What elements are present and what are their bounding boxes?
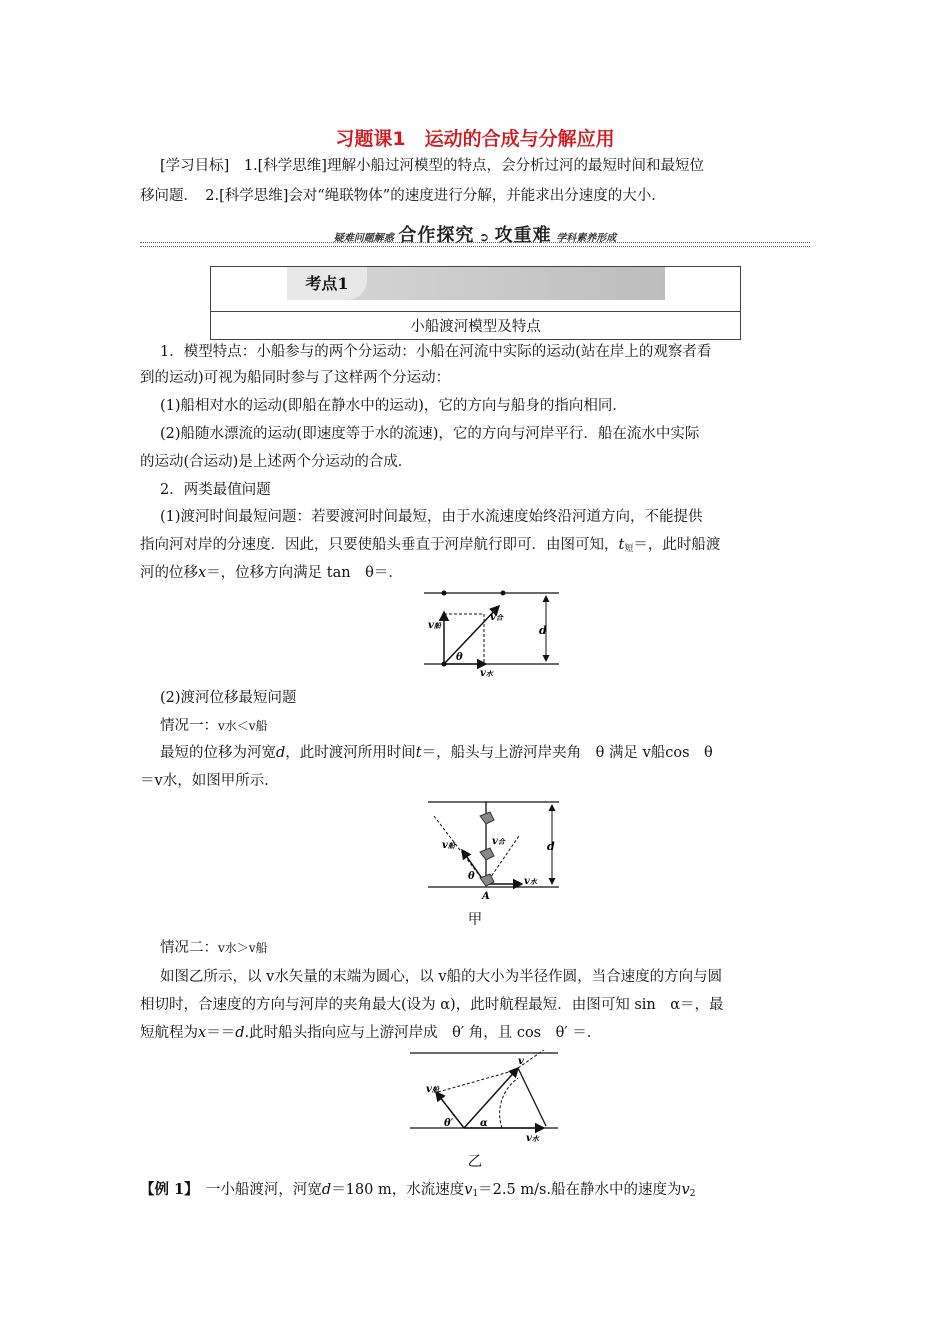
fig1-d-label: d xyxy=(539,624,547,637)
p2-line-4-text: 河的位移 xyxy=(140,565,198,581)
p3-line-2-end: ＝，船头与上游河岸夹角 θ 满足 v船cos θ xyxy=(421,745,713,761)
fig3-theta-label: θ′ xyxy=(444,1118,454,1129)
p1-line-5: 的运动(合运动)是上述两个分运动的合成． xyxy=(140,454,413,470)
p4-line-1: 如图乙所示，以 v水矢量的末端为圆心，以 v船的大小为半径作圆，当合速度的方向与圆 xyxy=(160,969,723,985)
p2-line-3-text: 指向河对岸的分速度．因此，只要使船头垂直于河岸航行即可．由图可知， xyxy=(140,537,619,553)
d-symbol: d xyxy=(276,745,286,761)
example-text-b: ＝180 m，水流速度 xyxy=(331,1182,465,1198)
banner-main-2: 攻重难 xyxy=(494,225,552,246)
box-divider xyxy=(211,311,740,312)
p2-line-1: 2．两类最值问题 xyxy=(160,482,271,498)
kaodian-badge xyxy=(287,267,665,300)
example-v1-sub: 1 xyxy=(472,1189,479,1199)
p4-line-3b: ＝＝ xyxy=(206,1025,236,1041)
p4-line-3c: .此时船头指向应与上游河岸成 θ′ 角，且 cos θ′ ＝． xyxy=(244,1025,602,1041)
figure-shortest-time xyxy=(414,584,564,682)
fig3-vsum-label: v xyxy=(518,1056,524,1067)
fig1-vsum-label: v合 xyxy=(490,612,503,623)
example-v2-sub: 2 xyxy=(689,1189,696,1199)
p3-line-3: ＝v水，如图甲所示． xyxy=(140,773,279,789)
example-label: 【例 1】 xyxy=(140,1181,192,1198)
fig1-vboat-label: v船 xyxy=(428,620,441,631)
figure-jia xyxy=(424,796,564,900)
p2-line-2: (1)渡河时间最短问题：若要渡河时间最短，由于水流速度始终沿河道方向，不能提供 xyxy=(160,509,703,525)
p3-line-2-mid: ，此时渡河所用时间 xyxy=(285,745,416,761)
example-v2: v xyxy=(681,1182,690,1198)
p2-line-4-end: ＝，位移方向满足 tan θ＝． xyxy=(206,565,403,581)
figure-yi xyxy=(406,1050,566,1146)
x-symbol-2: x xyxy=(198,1025,207,1041)
objectives-line-2: 移问题． 2.[科学思维]会对“绳联物体”的速度进行分解，并能求出分速度的大小． xyxy=(140,188,666,204)
case1-expr: v水＜v船 xyxy=(218,719,268,733)
t-symbol-2: t xyxy=(415,745,422,761)
case2-line xyxy=(160,938,268,958)
p1-line-3: (1)船相对水的运动(即船在静水中的运动)，它的方向与船身的指向相同． xyxy=(160,398,627,414)
kaodian-caption: 小船渡河模型及特点 xyxy=(410,319,541,335)
example-d: d xyxy=(321,1182,332,1198)
t-symbol: t xyxy=(618,537,625,553)
point-top-right xyxy=(501,591,506,596)
d-symbol-2: d xyxy=(235,1025,245,1041)
example-1-line xyxy=(140,1180,695,1204)
banner-right-text: 学科素养形成 xyxy=(556,233,617,244)
fig2-A-label: A xyxy=(482,891,490,900)
fig3-vwater-label: v水 xyxy=(526,1133,539,1144)
p3-line-2-text: 最短的位移为河宽 xyxy=(160,745,276,761)
point-top-left xyxy=(442,591,447,596)
p1-line-2: 到的运动)可视为船同时参与了这样两个分运动： xyxy=(140,370,451,386)
p3-line-1: (2)渡河位移最短问题 xyxy=(160,690,297,706)
p4-line-3 xyxy=(140,1023,601,1043)
fig1-theta-label: θ xyxy=(456,652,463,663)
fig1-vwater-label: v水 xyxy=(480,668,493,679)
p4-line-3a: 短航程为 xyxy=(140,1025,198,1041)
p2-line-3-end: ＝，此时船渡 xyxy=(633,537,721,553)
kaodian-box xyxy=(210,266,741,340)
boat-icon xyxy=(480,848,494,860)
arrow-icon: ➲ xyxy=(478,230,491,244)
x-symbol: x xyxy=(198,565,207,581)
banner-left-text: 疑难问题解惑 xyxy=(333,233,394,244)
dashed-parallel xyxy=(438,1070,516,1092)
radius-line xyxy=(518,1068,546,1126)
fig3-alpha-label: α xyxy=(480,1118,488,1129)
kaodian-badge-label: 考点1 xyxy=(287,267,367,300)
p1-line-4: (2)船随水漂流的运动(即速度等于水的流速)，它的方向与河岸平行．船在流水中实际 xyxy=(160,426,700,442)
fig2-vboat-label: v船 xyxy=(442,840,455,851)
p3-line-2 xyxy=(160,743,713,763)
p4-line-2: 相切时，合速度的方向与河岸的夹角最大(设为 α)，此时航程最短．由图可知 sin α＝，最 xyxy=(140,997,724,1013)
p1-line-1: 1．模型特点：小船参与的两个分运动：小船在河流中实际的运动(站在岸上的观察者看 xyxy=(160,344,712,360)
case2-expr: v水＞v船 xyxy=(218,941,268,955)
fig2-d-label: d xyxy=(547,840,555,853)
p2-line-3 xyxy=(140,535,720,559)
figure-yi-caption: 乙 xyxy=(467,1154,483,1170)
fig2-theta-label: θ xyxy=(468,871,475,882)
case1-line xyxy=(160,716,268,736)
fig2-vwater-label: v水 xyxy=(524,876,537,887)
banner-main-1: 合作探究 xyxy=(398,225,475,246)
p2-line-4 xyxy=(140,563,403,583)
objectives-line-1: [学习目标] 1.[科学思维]理解小船过河模型的特点，会分析过河的最短时间和最短位 xyxy=(160,158,704,174)
banner-rule xyxy=(140,242,810,247)
example-text-a: 一小船渡河，河宽 xyxy=(191,1182,322,1198)
example-v1: v xyxy=(464,1182,473,1198)
fig3-vboat-label: v船 xyxy=(426,1084,439,1095)
example-text-c: ＝2.5 m/s.船在静水中的速度为 xyxy=(478,1182,682,1198)
case2-label: 情况二： xyxy=(160,940,218,956)
page-title: 习题课1 运动的合成与分解应用 xyxy=(335,128,615,150)
boat-icon xyxy=(480,812,494,824)
case1-label: 情况一： xyxy=(160,718,218,734)
figure-jia-caption: 甲 xyxy=(467,912,483,928)
fig2-vsum-label: v合 xyxy=(492,836,505,847)
t-subscript: 短 xyxy=(624,544,634,554)
